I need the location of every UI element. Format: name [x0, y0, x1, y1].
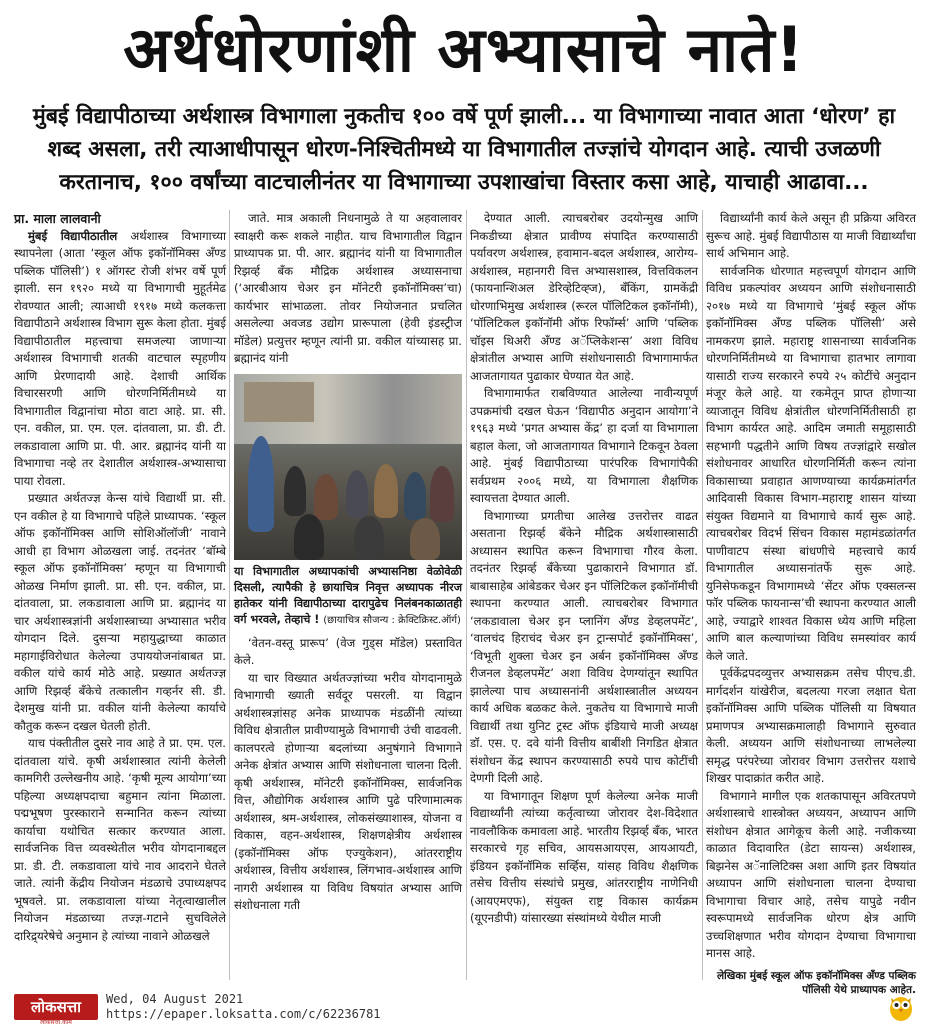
photo-person — [314, 474, 338, 520]
epaper-url[interactable]: https://epaper.loksatta.com/c/62236781 — [106, 1007, 381, 1021]
photo-person — [346, 470, 368, 518]
photo-board — [244, 382, 314, 422]
edition-date: Wed, 04 August 2021 — [106, 992, 244, 1006]
paragraph: सार्वजनिक धोरणात महत्त्वपूर्ण योगदान आणि विविध प्रकल्पांवर अध्ययन आणि संशोधनासाठी २०१७ मध्ये या विभागाचे ‘मुंबई स्कूल ऑफ इकॉनॉमिक्स अँण्ड पब्लिक पॉलिसी’ असे नामकरण झाले. महाराष्ट्र शासनाच्या सार्वजनिक धोरणनिर्मितीमध्ये या विभागाचा हातभार लागावा यासाठी राज्य सरकारने रुपये २५ कोटींचे अनुदान मंजूर केले आहे. या रकमेतून प्राप्त होणाऱ्या व्याजातून विविध क्षेत्रांतील धोरणनिर्मितीसाठी हा विभाग कार्यरत आहे. आदिम जमाती समूहासाठी सहभागी पद्धतीने आणि विषय तज्ज्ञांद्वारे सखोल संशोधनावर आधारित धोरणनिर्मिती करून त्यांना विकासाच्या प्रवाहात आणण्याच्या कार्यक्रमांतर्गत आदिवासी विकास विभाग-महाराष्ट्र शासन यांच्या संयुक्त विद्यमाने या विभागाचे कार्य सुरू आहे. त्याचबरोबर विदर्भ सिंचन विकास महामंडळांतर्गत पाणीवाटप संस्था बांधणीचे महत्त्वाचे कार्य विभागातील अध्यासनांतर्फे सुरू आहे. युनिसेफकडून विभागामध्ये ‘सेंटर ऑफ एक्सलन्स फॉर पब्लिक फायनान्स’ची स्थापना करण्यात आली आहे, ज्याद्वारे शाश्वत विकास ध्येय आणि महिला आणि बाल कल्याणांच्या विविध समस्यांवर कार्य केले जाते. — [706, 263, 916, 663]
paragraph: या विभागातून शिक्षण पूर्ण केलेल्या अनेक माजी विद्यार्थ्यांनी त्यांच्या कर्तृत्वाच्या जोरावर देश-विदेशात नावलौकिक कमावला आहे. भारतीय रिझर्व्ह बँक, भारत सरकारचे गृह सचिव, आयसआयएस, आयआयटी, इंडियन इकॉनॉमिक सर्व्हिस, यांसह विविध शैक्षणिक तसेच वित्तीय संस्थांचे प्रमुख, आंतरराष्ट्रीय नाणेनिधी (आयएमएफ), संयुक्त राष्ट्र विकास कार्यक्रम (यूएनडीपी) यांसारख्या संस्थांमध्ये येथील माजी — [470, 788, 698, 925]
article-column-3 — [470, 210, 698, 985]
paragraph-text: अर्थशास्त्र विभागाच्या स्थापनेला (आता ‘स्कूल ऑफ इकॉनॉमिक्स अँण्ड पब्लिक पॉलिसी’) १ ऑगस्ट रोजी शंभर वर्षे पूर्ण झाली. सन १९२० मध्ये या विभागाची मुहूर्तमेढ रोवण्यात आली; त्याआधी १९१७ मध्ये कलकत्ता विद्यापीठाने अर्थशास्त्र विभाग सुरू केला होता. मुंबई विद्यापीठातील महत्त्वाचा समजल्या जाणाऱ्या अर्थशास्त्र विभागाची शतकी वाटचाल स्पृहणीय आणि प्रेरणादायी आहे. देशाची आर्थिक विचारसरणी आणि धोरणनिर्मितीमध्ये या विभागातील विद्वानांचा मोठा वाटा आहे. प्रा. सी. एन. वकील, प्रा. एम. एल. दांतवाला, प्रा. डी. टी. लकडावाला आणि प्रा. पी. आर. ब्रह्मानंद यांनी या विभागाचा नव्हे तर देशातील अर्थशास्त्र-अभ्यासाचा पाया रोवला. — [14, 228, 226, 488]
photo-person — [248, 436, 274, 532]
photo-person — [284, 466, 306, 516]
photo-person — [404, 472, 426, 520]
headline: अर्थधोरणांशी अभ्यासाचे नाते! — [123, 13, 805, 86]
article-column-1 — [14, 210, 226, 985]
photo-person — [374, 464, 398, 518]
paragraph: प्रख्यात अर्थतज्ज्ञ केन्स यांचे विद्यार्थी प्रा. सी. एन वकील हे या विभागाचे पहिले प्राध्यापक. ‘स्कूल ऑफ इकॉनॉमिक्स आणि सोशिऑलॉजी’ नावाने आधी हा विभाग ओळखला जाई. तदनंतर ‘बॉम्बे स्कूल ऑफ इकॉनॉमिक्स’ म्हणून या विभागाची ओळख निर्माण झाली. प्रा. सी. एन. वकील, प्रा. दांतवाला, प्रा. लकडावाला आणि प्रा. ब्रह्मानंद या चार अर्थशास्त्रज्ञांनी अर्थशास्त्राच्या अभ्यासात भरीव योगदान दिले. दुसऱ्या महायुद्धाच्या काळात महागाईविरोधात केलेल्या उपाययोजनांबाबत प्रा. वकील यांचे कार्य मोठे आहे. प्रख्यात अर्थतज्ज्ञ आणि रिझर्व्ह बँकेचे तत्कालीन गव्हर्नर सी. डी. देशमुख यांनी प्रा. वकील यांनी केलेल्या कार्याचे कौतुक करून दखल घेतली होती. — [14, 491, 226, 733]
paragraph: पूर्वकेंद्रपदव्युत्तर अभ्यासक्रम तसेच पीएच.डी. मार्गदर्शन यांखेरीज, बदलत्या गरजा लक्षात घेता इकॉनॉमिक्स आणि पब्लिक पॉलिसी या विषयात प्रमाणपत्र अभ्यासक्रमालाही विभागाने सुरुवात केली. अध्ययन आणि संशोधनाच्या लाभलेल्या समृद्ध परंपरेच्या जोरावर विभाग उत्तरोत्तर यशाचे शिखर पादाक्रांत करीत आहे. — [706, 666, 916, 785]
loksatta-logo[interactable]: लोकसत्ता — [14, 994, 98, 1020]
article-column-4 — [706, 210, 916, 996]
epaper-footer — [0, 990, 928, 1024]
paragraph: ‘वेतन-वस्तू प्रारूप’ (वेज गुड्स मॉडेल) प्रस्तावित केले. — [234, 635, 462, 667]
photo-person — [430, 466, 454, 522]
column-divider — [229, 210, 230, 980]
paragraph: जाते. मात्र अकाली निधनामुळे ते या अहवालावर स्वाक्षरी करू शकले नाहीत. याच विभागातील विद्वान प्राध्यापक प्रा. पी. आर. ब्रह्मानंद यांनी या विभागातील रिझर्व्ह बँक मौद्रिक अर्थशास्त्र अध्यासनाचा (‘आरबीआय चेअर इन मॉनेटरी इकॉनॉमिक्स’चा) कार्यभार सांभाळला. तोवर नियोजनात प्रचलित असलेल्या अवजड उद्योग प्रारूपाला (हेवी इंडस्ट्रीज मॉडेल) प्रत्युत्तर म्हणून त्यांनी प्रा. वकील यांच्यासह प्रा. ब्रह्मानंद यांनी — [234, 211, 462, 365]
paragraph: विभागाने मागील एक शतकापासून अविरतपणे अर्थशास्त्राचे शास्त्रोक्त अध्ययन, अध्यापन आणि संशोधन क्षेत्रात आगेकूच केली आहे. नजीकच्या काळात विदावारित (डेटा सायन्स) अर्थशास्त्र, बिझनेस अॅनालिटिक्स अशा आणि इतर विषयांत अध्यापन आणि संशोधनाला चालना देण्याचा विभागाचा विचार आहे, तसेच यापुढे नवीन स्वरूपामध्ये सार्वजनिक धोरण क्षेत्र आणि उच्चशिक्षणात भरीव योगदान देण्याचा विभागाचा मानस आहे. — [706, 788, 916, 960]
column-divider — [702, 210, 703, 980]
byline: प्रा. माला लालवानी — [14, 211, 101, 226]
paragraph: याच पंक्तीतील दुसरे नाव आहे ते प्रा. एम. एल. दांतवाला यांचे. कृषी अर्थशास्त्रात त्यांनी केलेली कामगिरी उल्लेखनीय आहे. ‘कृषी मूल्य आयोगा’च्या पहिल्या अध्यक्षपदाचा बहुमान त्यांना मिळाला. पद्मभूषण पुरस्काराने सन्मानित करून त्यांच्या कार्याचा यथोचित सत्कार करण्यात आला. सार्वजनिक वित्त व्यवस्थेतील भरीव योगदानाबद्दल प्रा. डी. टी. लकडावाला यांचे नाव आदराने घेतले जाते. त्यांनी केंद्रीय नियोजन मंडळाचे उपाध्यक्षपद भूषवले. प्रा. लकडावाला यांच्या नेतृत्वाखालील नियोजन मंडळाच्या तज्ज्ञ-गटाने सुचविलेले दारिद्र्यरेषेचे अनुमान हे त्यांच्या नावाने ओळखले — [14, 736, 226, 943]
photo-person — [410, 518, 440, 560]
paragraph: विभागामार्फत राबविण्यात आलेल्या नावीन्यपूर्ण उपक्रमांची दखल घेऊन ‘विद्यापीठ अनुदान आयोगा’ने १९६३ मध्ये ‘प्रगत अभ्यास केंद्र’ हा दर्जा या विभागाला बहाल केला, जो आजतागायत विभागाने टिकवून ठेवला आहे. मुंबई विद्यापीठाच्या पारंपरिक विभागांपैकी सर्वप्रथम २००६ मध्ये, या विभागाला शैक्षणिक स्वायत्तता देण्यात आली. — [470, 386, 698, 505]
author-note: लेखिका मुंबई स्कूल ऑफ इकॉनॉमिक्स अँण्ड पब्लिक पॉलिसी येथे प्राध्यापक आहेत. — [716, 969, 916, 996]
paragraph — [14, 228, 226, 491]
edition-meta — [106, 992, 381, 1022]
photo-person — [354, 516, 384, 560]
classroom-photo — [234, 374, 462, 560]
subheadline: मुंबई विद्यापीठाच्या अर्थशास्त्र विभागाला नुकतीच १०० वर्षे पूर्ण झाली... या विभागाच्या नावात आता ‘धोरण’ हा शब्द असला, तरी त्याआधीपासून धोरण-निश्चितीमध्ये या विभागातील तज्ज्ञांचे योगदान आहे. त्याची उजळणी करतानाच, १०० वर्षांच्या वाटचालीनंतर या विभागाच्या उपशाखांचा विस्तार कसा आहे, याचाही आढावा... — [32, 104, 896, 195]
photo-credit: (छायाचित्र सौजन्य : क्रेक्टिक्रिस्ट.ऑर्ग) — [323, 614, 461, 626]
paragraph: देण्यात आली. त्याचबरोबर उदयोन्मुख आणि निकडीच्या क्षेत्रात प्रावीण्य संपादित करण्यासाठी पर्यावरण अर्थशास्त्र, हवामान-बदल अर्थशास्त्र, आरोग्य-अर्थशास्त्र, महानगरी वित्त अभ्यासशास्त्र, वित्तविकलन (फायनान्शिअल डेरिव्हेटिव्ह्ज), बँकिंग, ग्रामकेंद्री धोरणाभिमुख अर्थशास्त्र (रूरल पॉलिटिकल इकॉनॉमी), ‘पॉलिटिकल इकॉनॉमी ऑफ रिफॉर्म्स’ आणि ‘पब्लिक चॉइस थिअरी अँण्ड अॅप्लिकेशन्स’ अशा विविध क्षेत्रांतील अभ्यास आणि संशोधनासाठी विभागामार्फत आजतागायत पुढाकार घेण्यात येत आहे. — [470, 211, 698, 383]
owl-icon[interactable] — [888, 992, 914, 1022]
photo-person — [294, 514, 324, 560]
photo-caption-text: या विभागातील अध्यापकांची अभ्यासनिष्ठा वेळोवेळी दिसली, त्यापैकी हे छायाचित्र निवृत्त अध्यापक नीरज हातेकर यांनी विद्यापीठाच्या दारापुढेच निलंबनकाळातही वर्ग भरवले, तेव्हाचे ! — [234, 564, 462, 626]
paragraph: विभागाच्या प्रगतीचा आलेख उत्तरोत्तर वाढत असताना रिझर्व्ह बँकेने मौद्रिक अर्थशास्त्रासाठी अध्यासन स्थापित करून विभागाचा गौरव केला. तदनंतर रिझर्व्ह बँकेच्या पुढाकाराने विभागात डॉ. बाबासाहेब आंबेडकर चेअर इन पॉलिटिकल इकॉनॉमीची स्थापना करण्यात आली. त्याचबरोबर विभागात ‘लकडावाला चेअर इन प्लानिंग अँण्ड डेव्हलपमेंट’, ‘वालचंद हिराचंद चेअर इन ट्रान्सपोर्ट इकॉनॉमिक्स’, ‘विभूती शुक्ला चेअर इन अर्बन इकॉनॉमिक्स अँण्ड रीजनल डेव्हलपमेंट’ अशा विविध देणग्यांतून स्थापित झालेल्या पाच अध्यासनांनी अर्थशास्त्रातील अध्ययन कार्य अधिक बळकट केले. नुकतेच या विभागाचे माजी विद्यार्थी तथा युनिट ट्रस्ट ऑफ इंडियाचे माजी अध्यक्ष डॉ. एस. ए. दवे यांनी वित्तीय बाबींशी निगडित क्षेत्रात संशोधन केंद्र स्थापन करण्यासाठी रुपये पाच कोटींची देणगी दिली आहे. — [470, 508, 698, 785]
paragraph: विद्यार्थ्यांनी कार्य केले असून ही प्रक्रिया अविरत सुरूच आहे. मुंबई विद्यापीठास या माजी विद्यार्थ्यांचा सार्थ अभिमान आहे. — [706, 211, 916, 260]
logo-tagline: लोकसत्ता.कॉम — [40, 1019, 72, 1026]
photo-caption — [234, 564, 462, 629]
article-column-2 — [234, 210, 462, 985]
paragraph: या चार विख्यात अर्थतज्ज्ञांच्या भरीव योगदानामुळे विभागाची ख्याती सर्वदूर पसरली. या विद्वान अर्थशास्त्रज्ञांसह अनेक प्राध्यापक मंडळींनी त्यांच्या विविध क्षेत्रातील प्रावीण्यामुळे विभागाची उंची वाढवली. कालपरत्वे होणाऱ्या बदलांच्या अनुषंगाने विभागाने अनेक क्षेत्रांत अभ्यास आणि संशोधनाला चालना दिली. कृषी अर्थशास्त्र, मॉनेटरी इकॉनॉमिक्स, सार्वजनिक वित्त, औद्योगिक अर्थशास्त्र आणि पुढे परिणामात्मक अर्थशास्त्र, श्रम-अर्थशास्त्र, लोकसंख्याशास्त्र, योजना व विकास, वहन-अर्थशास्त्र, शिक्षणक्षेत्रीय अर्थशास्त्र (इकॉनॉमिक्स ऑफ एज्युकेशन), आंतरराष्ट्रीय अर्थशास्त्र, वित्तीय अर्थशास्त्र, लिंगभाव-अर्थशास्त्र आणि नागरी अर्थशास्त्र या विविध विषयांत अभ्यास आणि संशोधनाला गती — [234, 670, 462, 912]
lead-words: मुंबई विद्यापीठातील — [28, 228, 118, 243]
column-divider — [466, 210, 467, 980]
